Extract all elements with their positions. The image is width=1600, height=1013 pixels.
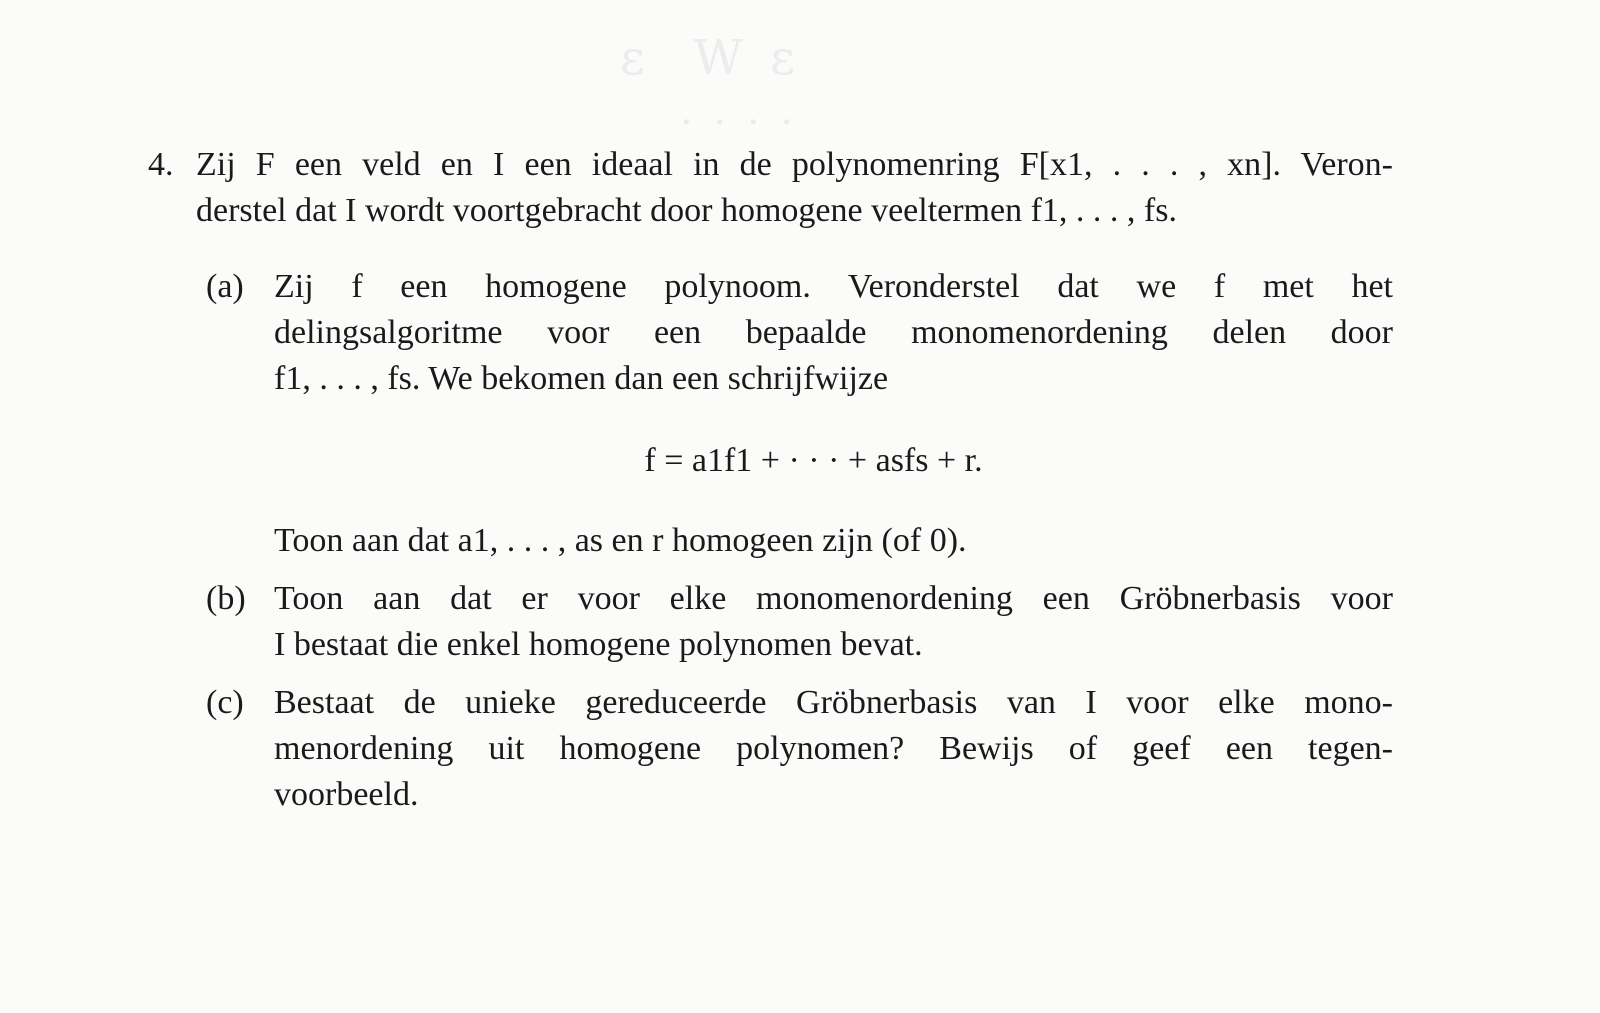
subpart-b xyxy=(206,576,1393,668)
subpart-b-line-1: Toon aan dat er voor elke monomenordening een Gröbnerbasis voor xyxy=(274,580,1393,617)
subparts xyxy=(206,264,1393,818)
display-equation: f = a1f1 + · · · + asfs + r. xyxy=(644,442,983,479)
subpart-c-line-1: Bestaat de unieke gereduceerde Gröbnerbasis van I voor elke mono- xyxy=(274,684,1393,721)
subpart-a xyxy=(206,264,1393,564)
subpart-label: (a) xyxy=(206,268,244,305)
subpart-label: (b) xyxy=(206,580,246,617)
subpart-a-line-2: delingsalgoritme voor een bepaalde monomenordening delen door xyxy=(274,314,1393,351)
subpart-body xyxy=(274,576,1393,668)
problem-intro-line-2: derstel dat I wordt voortgebracht door homogene veeltermen f1, . . . , fs. xyxy=(196,192,1177,229)
subpart-c xyxy=(206,680,1393,818)
subpart-a-line-1: Zij f een homogene polynoom. Veronderstel dat we f met het xyxy=(274,268,1393,305)
subpart-a-line-3: f1, . . . , fs. We bekomen dan een schrijfwijze xyxy=(274,360,889,397)
faded-background-text: ε W ε xyxy=(620,30,801,86)
subpart-label: (c) xyxy=(206,684,244,721)
exam-page xyxy=(148,142,1393,830)
faded-background-text: · · · · xyxy=(680,100,798,146)
subpart-b-line-2: I bestaat die enkel homogene polynomen bevat. xyxy=(274,626,923,663)
problem-4 xyxy=(148,142,1393,234)
problem-number: 4. xyxy=(148,146,174,183)
subpart-body xyxy=(274,680,1393,818)
problem-intro xyxy=(196,142,1393,234)
problem-intro-line-1: Zij F een veld en I een ideaal in de polynomenring F[x1, . . . , xn]. Veron- xyxy=(196,146,1393,183)
subpart-c-line-2: menordening uit homogene polynomen? Bewijs of geef een tegen- xyxy=(274,730,1393,767)
subpart-body xyxy=(274,264,1393,564)
subpart-c-line-3: voorbeeld. xyxy=(274,776,419,813)
subpart-a-line-4: Toon aan dat a1, . . . , as en r homogeen zijn (of 0). xyxy=(274,522,967,559)
